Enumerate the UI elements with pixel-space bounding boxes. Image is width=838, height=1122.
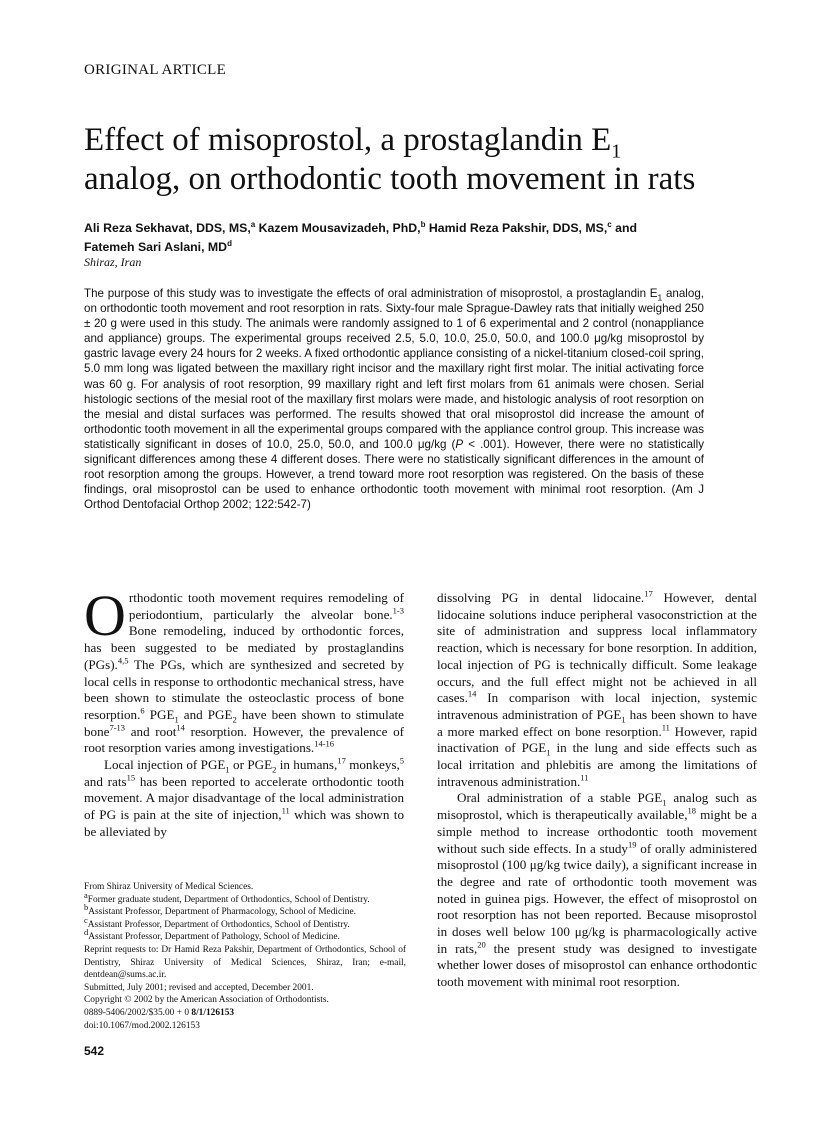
citation: 11	[281, 805, 290, 816]
text: in humans,	[276, 757, 338, 773]
text: rthodontic tooth movement requires remodeling of periodontium, particularly the alveolar bone.	[128, 590, 404, 622]
text: PGE	[144, 706, 175, 722]
author-3: Hamid Reza Pakshir, DDS, MS,	[425, 221, 608, 235]
author-4-mark: d	[227, 238, 232, 248]
footnote-copyright: Copyright © 2002 by the American Association of Orthodontists.	[84, 995, 329, 1006]
section-label: ORIGINAL ARTICLE	[84, 62, 227, 78]
footnote-c	[84, 914, 406, 932]
author-2: Kazem Mousavizadeh, PhD,	[255, 221, 421, 235]
author-2-mark: b	[420, 219, 426, 229]
citation: 15	[126, 772, 136, 783]
text: of orally administered misoprostol (100 μg/kg twice daily), a significant increase in the degree and rate of orthodontic tooth movement was noted in guinea pigs. However, the effect of misoprostol on root resorption has not been reported. Because misoprostol in doses well below 100 μg/kg is pharmacologically active in rats,	[437, 840, 757, 956]
citation: 17	[644, 588, 653, 599]
text: analog such as misoprostol, which is therapeutically available,	[437, 790, 757, 823]
footnote-mark: a	[84, 889, 88, 900]
footnote-text: Assistant Professor, Department of Pathology, School of Medicine.	[88, 932, 340, 943]
footnote-text: Assistant Professor, Department of Pharmacology, School of Medicine.	[88, 907, 356, 918]
citation: 17	[337, 755, 346, 766]
text: has been shown to have a more marked effect on bone resorption.	[437, 706, 757, 739]
subscript: 2	[272, 764, 277, 775]
citation: 20	[477, 939, 486, 950]
footnote-d	[84, 927, 406, 944]
text: which was shown to be alleviated by	[84, 807, 404, 839]
text: in the lung and side effects such as local irritation and phlebitis are among the limitations of intravenous administration.	[437, 740, 757, 789]
text: In comparison with local injection, systemic intravenous administration of PGE	[437, 690, 757, 722]
subscript: 1	[546, 747, 551, 758]
intro-paragraph-3	[437, 590, 757, 790]
citation: 14	[176, 722, 185, 733]
text: and rats	[84, 773, 127, 789]
body-column-left	[84, 583, 404, 841]
subscript: 1	[621, 714, 626, 725]
text: dissolving PG in dental lidocaine.	[437, 590, 645, 605]
subscript: 1	[225, 764, 230, 775]
abstract	[84, 286, 704, 512]
citation: 19	[627, 839, 637, 850]
citation: 14-16	[314, 738, 335, 749]
intro-paragraph-1	[84, 583, 404, 757]
footnote-doi: doi:10.1067/mod.2002.126153	[84, 1020, 200, 1031]
footnotes	[84, 881, 406, 1032]
abstract-text-1: The purpose of this study was to investigate the effects of oral administration of misoprostol, a prostaglandin E	[84, 287, 658, 300]
issn-text: 0889-5406/2002/$35.00 + 0	[84, 1007, 192, 1018]
text: or PGE	[229, 757, 273, 773]
text: resorption. However, the prevalence of root resorption varies among investigations.	[84, 723, 404, 756]
text: The PGs, which are synthesized and secreted by local cells in response to orthodontic mechanical stress, have been shown to stimulate the osteoclastic process of bone resorption.	[84, 656, 404, 722]
footnote-reprint: Reprint requests to: Dr Hamid Reza Pakshir, Department of Orthodontics, School of Dentistry, Shiraz University of Medical Sciences, Shiraz, Iran; e-mail, dentdean@sums.ac.ir.	[84, 944, 406, 981]
footnote-text: Assistant Professor, Department of Orthodontics, School of Dentistry.	[87, 919, 350, 930]
footnote-b	[84, 902, 406, 919]
title-line-1: Effect of misoprostol, a prostaglandin E	[84, 122, 612, 158]
intro-paragraph-2	[84, 757, 404, 841]
affiliation: Shiraz, Iran	[84, 255, 142, 269]
page-number: 542	[84, 1044, 105, 1058]
footnote-mark: b	[84, 902, 89, 913]
subscript: 1	[662, 798, 667, 809]
text: and root	[125, 723, 177, 739]
text: has been reported to accelerate orthodontic tooth movement. A major disadvantage of the local administration of PG is pain at the site of injection,	[84, 773, 404, 823]
citation: 11	[580, 772, 589, 783]
citation: 11	[661, 722, 670, 733]
text: Bone remodeling, induced by orthodontic forces, has been suggested to be mediated by prostaglandins (PGs).	[84, 623, 404, 672]
issn-code: 8/1/126153	[191, 1007, 235, 1018]
drop-cap: O	[84, 583, 126, 648]
author-list	[84, 219, 764, 257]
citation: 14	[467, 688, 477, 699]
citation: 5	[399, 755, 404, 766]
subscript: 2	[232, 714, 237, 725]
author-1: Ali Reza Sekhavat, DDS, MS,	[84, 221, 251, 235]
subscript: 1	[174, 714, 179, 725]
abstract-text-2: analog, on orthodontic tooth movement and root resorption in rats. Sixty-four male Sprague-Dawley rats that initially weighed 250 ± 20 g were used in this study. The animals were randomly assigned to 1 of 6 experimental and 2 control (nonappliance and appliance) groups. The experimental groups received 2.5, 5.0, 10.0, 25.0, 50.0, and 100.0 μg/kg misoprostol by gastric lavage every 24 hours for 2 weeks. A fixed orthodontic appliance consisting of a nickel-titanium closed-coil spring, 5.0 mm long was ligated between the maxillary right incisor and the maxillary right first molar. The initial activating force was 60 g. For analysis of root resorption, 99 maxillary right and left first molars from 61 animals were chosen. Serial histologic sections of the mesial root of the maxillary first molars were made, and histologic analysis of root resorption on the mesial and distal surfaces was performed. The results showed that oral misoprostol did increase the amount of orthodontic tooth movement in all the experimental groups compared with the appliance control group. This increase was statistically significant in doses of 10.0, 25.0, 50.0, and 100.0 μg/kg (	[84, 287, 704, 451]
citation: 7-13	[109, 722, 126, 733]
text: However, dental lidocaine solutions induce peripheral vasoconstriction at the site of administration and suppress local inflammatory reaction, which is necessary for bone resorption. In addition, local injection of PG is technically difficult. Some leakage occurs, and the full effect might not be achieved in all cases.	[437, 590, 757, 706]
intro-paragraph-4	[437, 790, 757, 990]
author-3-mark: c	[607, 219, 612, 229]
title-line-2: analog, on orthodontic tooth movement in rats	[84, 161, 696, 197]
text: Oral administration of a stable PGE	[457, 790, 663, 806]
footnote-issn	[84, 1007, 406, 1020]
abstract-text-3: < .001). However, there were no statistically significant differences among these 4 different doses. There were no statistically significant differences in the amount of root resorption among the groups. However, a trend toward more root resorption was registered. On the basis of these findings, oral misoprostol can be used to enhance orthodontic tooth movement with minimal root resorption. (Am J Orthod Dentofacial Orthop 2002; 122:542-7)	[84, 437, 704, 512]
author-4: Fatemeh Sari Aslani, MD	[84, 240, 228, 254]
author-1-mark: a	[250, 219, 256, 229]
citation: 4,5	[117, 655, 129, 666]
text: monkeys,	[345, 757, 400, 773]
citation: 6	[140, 705, 145, 716]
text: have been shown to stimulate bone	[84, 706, 404, 739]
citation: 1-3	[392, 605, 404, 616]
footnote-a	[84, 889, 406, 907]
citation: 18	[687, 805, 697, 816]
footnote-text: Former graduate student, Department of Orthodontics, School of Dentistry.	[87, 894, 370, 905]
footnote-submitted: Submitted, July 2001; revised and accepted, December 2001.	[84, 982, 314, 993]
body-column-right	[437, 590, 757, 991]
abstract-p-value: P	[455, 437, 464, 451]
text: the present study was designed to investigate whether lower doses of misoprostol can enhance orthodontic tooth movement with minimal root resorption.	[437, 940, 757, 990]
footnote-from: From Shiraz University of Medical Sciences.	[84, 882, 254, 892]
footnote-mark: d	[84, 927, 89, 938]
article-title	[84, 121, 784, 199]
text: and PGE	[178, 706, 233, 722]
footnote-mark: c	[84, 914, 88, 925]
abstract-subscript: 1	[657, 292, 663, 303]
text: might be a simple method to increase orthodontic tooth movement without such side effects. In a study	[437, 807, 757, 856]
title-subscript: 1	[611, 140, 622, 163]
author-and: and	[611, 221, 637, 235]
text: Local injection of PGE	[104, 757, 226, 773]
text: However, rapid inactivation of PGE	[437, 723, 757, 756]
